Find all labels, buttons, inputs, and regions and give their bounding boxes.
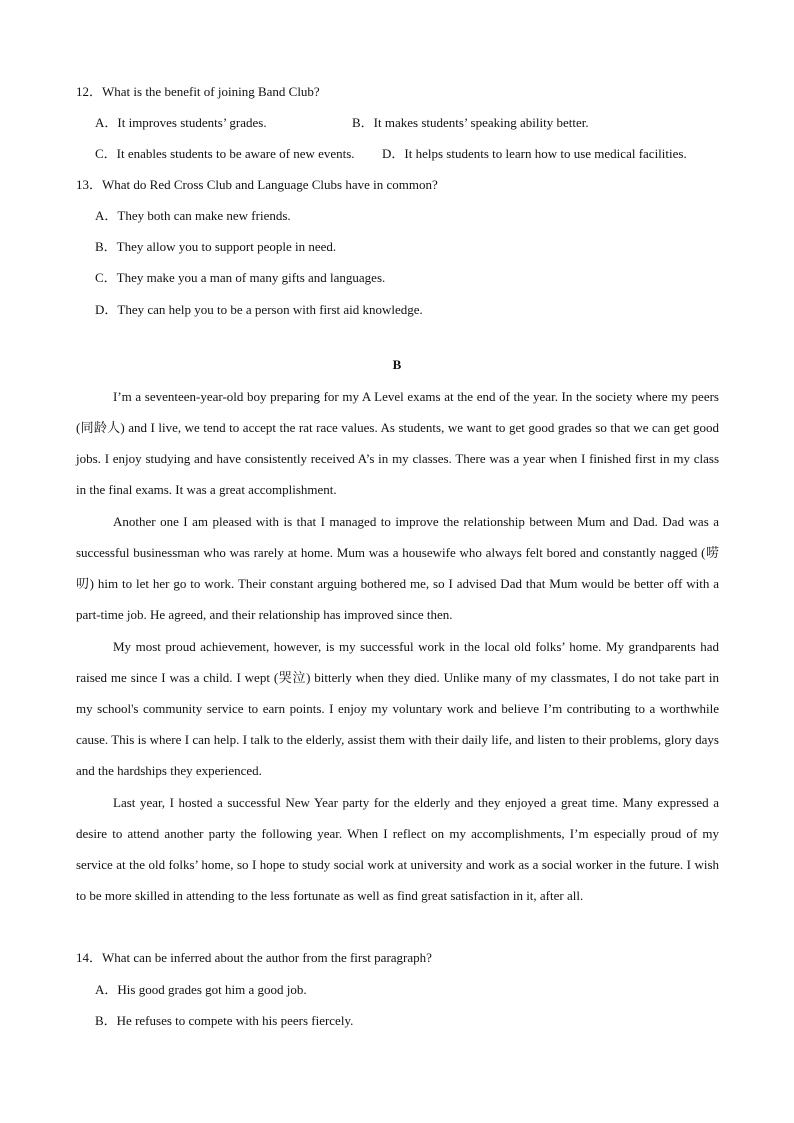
paragraph-3: My most proud achievement, however, is my successful work in the local old folks’ home. My grandparents had raised me since I was a child. I wept (哭泣) bitterly when they died. Unlike many of my classmates, I do not take part in my school's community service to earn points. I enjoy my voluntary work and believe I’m contributing to a worthwhile cause. This is where I can help. I talk to the elderly, assist them with their daily life, and listen to their problems, glory days and the hardships they experienced. [76,639,719,778]
paragraph-1: I’m a seventeen-year-old boy preparing for my A Level exams at the end of the year. In the society where my peers (同龄人) and I live, we tend to accept the rat race values. As students, we want to get good grades so that we can get good jobs. I enjoy studying and have consistently received A’s in my classes. There was a year when I finished first in my class in the final exams. It was a great accomplishment. [76,389,719,497]
question-13-option-d: D．They can help you to be a person with first aid knowledge. [95,302,423,317]
question-14: 14．What can be inferred about the author from the first paragraph? [76,950,432,965]
question-13-option-a: A．They both can make new friends. [95,208,291,223]
paragraph-2: Another one I am pleased with is that I managed to improve the relationship between Mum and Dad. Dad was a successful businessman who was rarely at home. Mum was a housewife who always felt bored and constantly nagged (唠叨) him to let her go to work. Their constant arguing bothered me, so I advised Dad that Mum would be better off with a part-time job. He agreed, and their relationship has improved since then. [76,514,719,622]
question-12-option-b: B．It makes students’ speaking ability better. [352,115,589,130]
question-14-option-b: B．He refuses to compete with his peers fiercely. [95,1013,354,1028]
question-14-option-a: A．His good grades got him a good job. [95,982,307,997]
question-13-option-b: B．They allow you to support people in need. [95,239,337,254]
question-12-option-c: C．It enables students to be aware of new events. [95,146,355,161]
paragraph-4: Last year, I hosted a successful New Year party for the elderly and they enjoyed a great time. Many expressed a desire to attend another party the following year. When I reflect on my accomplishments, I’m especially proud of my service at the old folks’ home, so I hope to study social work at university and work as a social worker in the future. I wish to be more skilled in attending to the less fortunate as well as find great satisfaction in it, after all. [76,795,719,903]
question-12: 12．What is the benefit of joining Band Club? [76,84,320,99]
question-12-option-a: A．It improves students’ grades. [95,115,267,130]
question-13-option-c: C．They make you a man of many gifts and languages. [95,270,386,285]
question-13: 13．What do Red Cross Club and Language Clubs have in common? [76,177,438,192]
section-title: B [392,357,402,372]
question-12-option-d: D．It helps students to learn how to use medical facilities. [382,146,687,161]
